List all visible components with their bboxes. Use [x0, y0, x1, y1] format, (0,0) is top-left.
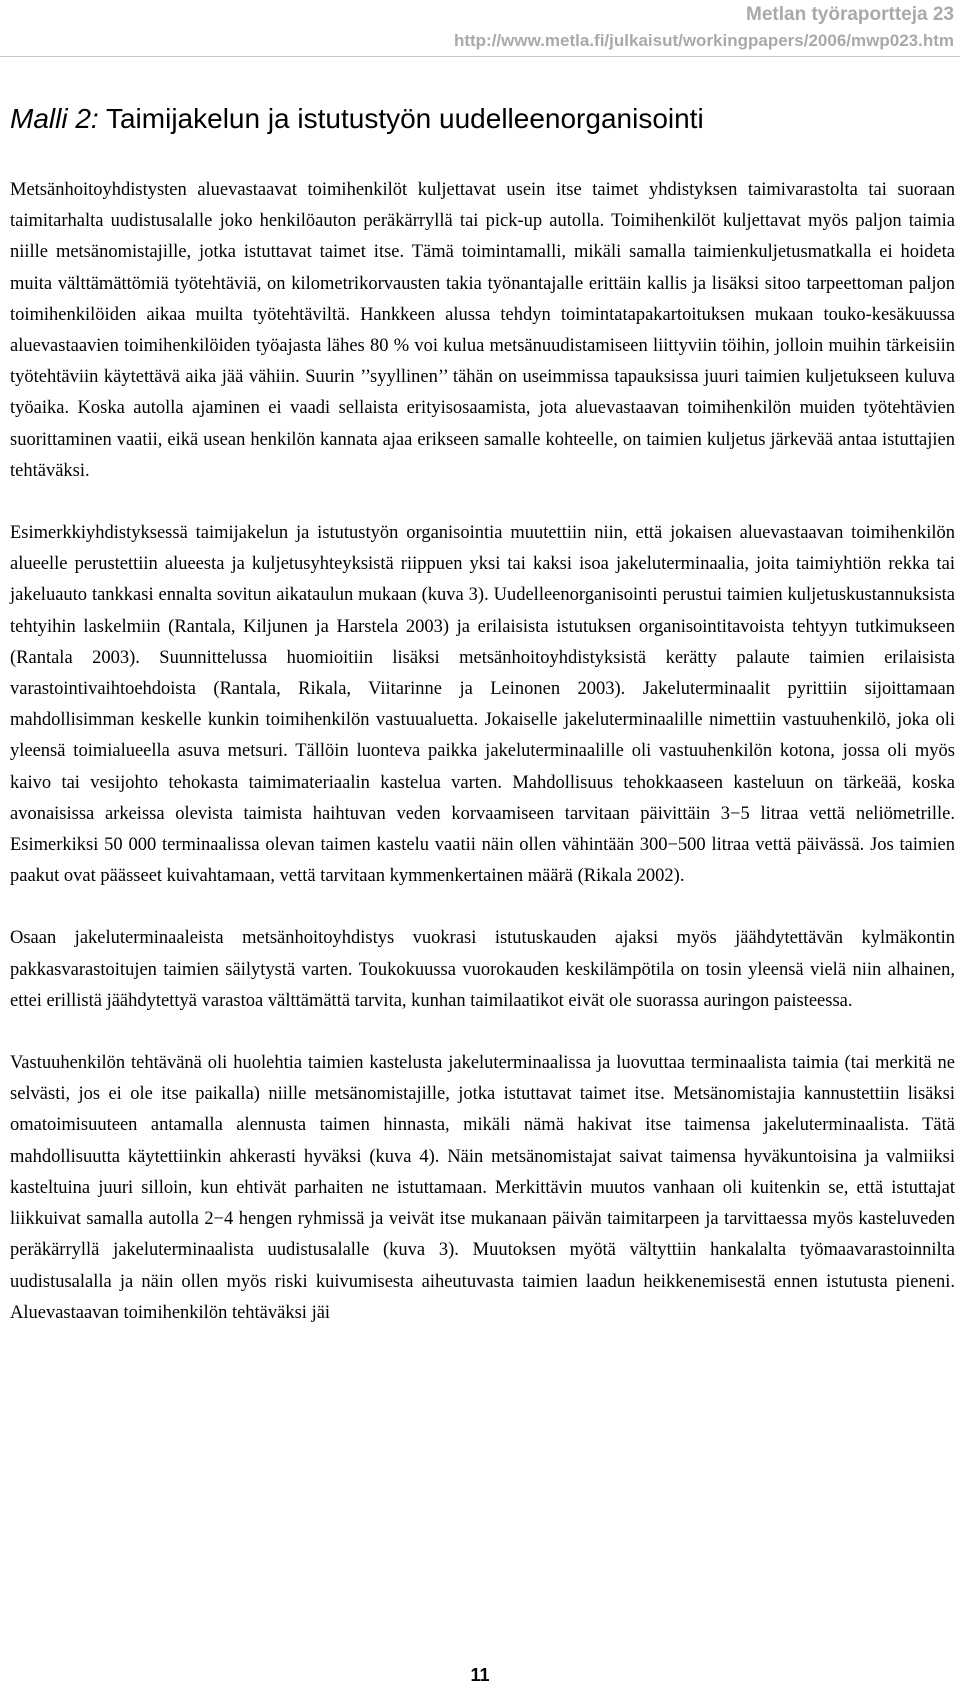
body-text — [10, 175, 955, 1360]
series-title: Metlan työraportteja 23 — [746, 4, 954, 25]
section-heading-title: Taimijakelun ja istutustyön uudelleenorganisointi — [105, 103, 704, 134]
header-divider — [0, 56, 960, 57]
running-header — [454, 2, 954, 54]
page-number: 11 — [470, 1665, 490, 1685]
paragraph: Metsänhoitoyhdistysten aluevastaavat toimihenkilöt kuljettavat usein itse taimet yhdistyksen taimivarastolta tai suoraan taimitarhalta uudistusalalle joko henkilöauton peräkärryllä tai pick-up autolla. Toimihenkilöt kuljettavat myös paljon taimia niille metsänomistajille, jotka istuttavat taimet itse. Tämä toimintamalli, mikäli samalla taimienkuljetusmatkalla ei hoideta muita välttämättömiä työtehtäviä, on kilometrikorvausten takia työnantajalle erittäin kallis ja lisäksi sitoo tarpeettoman paljon toimihenkilöiden aikaa muilta työtehtäviltä. Hankkeen alussa tehdyn toimintatapakartoituksen mukaan touko-kesäkuussa aluevastaavien toimihenkilöiden työajasta lähes 80 % voi kulua metsänuudistamiseen liittyviin töihin, jolloin muihin tärkeisiin työtehtäviin käytettävä aika jää vähiin. Suurin ’’syyllinen’’ tähän on useimmissa tapauksissa juuri taimien kuljetukseen kuluva työaika. Koska autolla ajaminen ei vaadi sellaista erityisosaamista, jota aluevastaavan toimihenkilön muiden työtehtävien suorittaminen vaatii, eikä usean henkilön kannata ajaa erikseen samalle kohteelle, on taimien kuljetus järkevää antaa istuttajien tehtäväksi. — [10, 180, 955, 481]
section-heading — [10, 102, 704, 136]
paragraph: Esimerkkiyhdistyksessä taimijakelun ja istutustyön organisointia muutettiin niin, että jokaisen aluevastaavan toimihenkilön alueelle perustettiin alueesta ja kuljetusyhteyksistä riippuen yksi tai kaksi isoa jakeluterminaalia, joita taimiyhtiön rekka tai jakeluauto tankkasi ennalta sovitun aikataulun mukaan (kuva 3). Uudelleenorganisointi perustui taimien kuljetuskustannuksista tehtyihin laskelmiin (Rantala, Kiljunen ja Harstela 2003) ja erilaisista istutuksen organisointitavoista tehtyyn tutkimukseen (Rantala 2003). Suunnittelussa huomioitiin lisäksi metsänhoitoyhdistyksistä kerätty palaute taimien erilaisista varastointivaihtoehdoista (Rantala, Rikala, Viitarinne ja Leinonen 2003). Jakeluterminaalit pyrittiin sijoittamaan mahdollisimman keskelle kunkin toimihenkilön vastuualuetta. Jokaiselle jakeluterminaalille nimettiin vastuuhenkilö, joka oli yleensä toimialueella asuva metsuri. Tällöin luonteva paikka jakeluterminaalille oli vastuuhenkilön kotona, jossa oli myös kaivo tai vesijohto tehokasta taimimateriaalin kastelua varten. Mahdollisuus tehokkaaseen kasteluun on tärkeää, koska avonaisissa arkeissa olevista taimista haihtuvan veden korvaamiseen tarvitaan päivittäin 3−5 litraa vettä neliömetrille. Esimerkiksi 50 000 terminaalissa olevan taimen kastelu vaatii näin ollen vähintään 300−500 litraa vettä päivässä. Jos taimien paakut ovat päässeet kuivahtamaan, vettä tarvitaan kymmenkertainen määrä (Rikala 2002). — [10, 523, 955, 887]
section-heading-label: Malli 2: — [10, 103, 99, 134]
paragraph: Osaan jakeluterminaaleista metsänhoitoyhdistys vuokrasi istutuskauden ajaksi myös jäähdytettävän kylmäkontin pakkasvarastoitujen taimien säilytystä varten. Toukokuussa vuorokauden keskilämpötila on tosin yleensä vielä niin alhainen, ettei erillistä jäähdytettyä varastoa välttämättä tarvita, kunhan taimilaatikot eivät ole suorassa auringon paisteessa. — [10, 928, 955, 1011]
paragraph: Vastuuhenkilön tehtävänä oli huolehtia taimien kastelusta jakeluterminaalissa ja luovuttaa terminaalista taimia (tai merkitä ne selvästi, jos ei ole itse paikalla) niille metsänomistajille, jotka istuttavat taimet itse. Metsänomistajia kannustettiin lisäksi omatoimisuuteen antamalla alennusta taimen hinnasta, mikäli nämä hakivat itse taimensa jakeluterminaalista. Tätä mahdollisuutta käytettiinkin ahkerasti hyväksi (kuva 4). Näin metsänomistajat saivat taimensa hyväkuntoisina ja valmiiksi kasteltuina juuri silloin, kun ehtivät parhaiten ne istuttamaan. Merkittävin muutos vanhaan oli kuitenkin se, että istuttajat liikkuivat samalla autolla 2−4 hengen ryhmissä ja veivät itse mukanaan päivän taimitarpeen ja tarvittaessa myös kasteluveden peräkärryllä jakeluterminaalista uudistusalalle (kuva 3). Muutoksen myötä vältyttiin hankalalta työmaavarastoinnilta uudistusalalla ja näin ollen myös riski kuivumisesta aiheutuvasta taimien laadun heikkenemisestä ennen istutusta pieneni. Aluevastaavan toimihenkilön tehtäväksi jäi — [10, 1053, 955, 1323]
header-url: http://www.metla.fi/julkaisut/workingpapers/2006/mwp023.htm — [453, 31, 954, 50]
